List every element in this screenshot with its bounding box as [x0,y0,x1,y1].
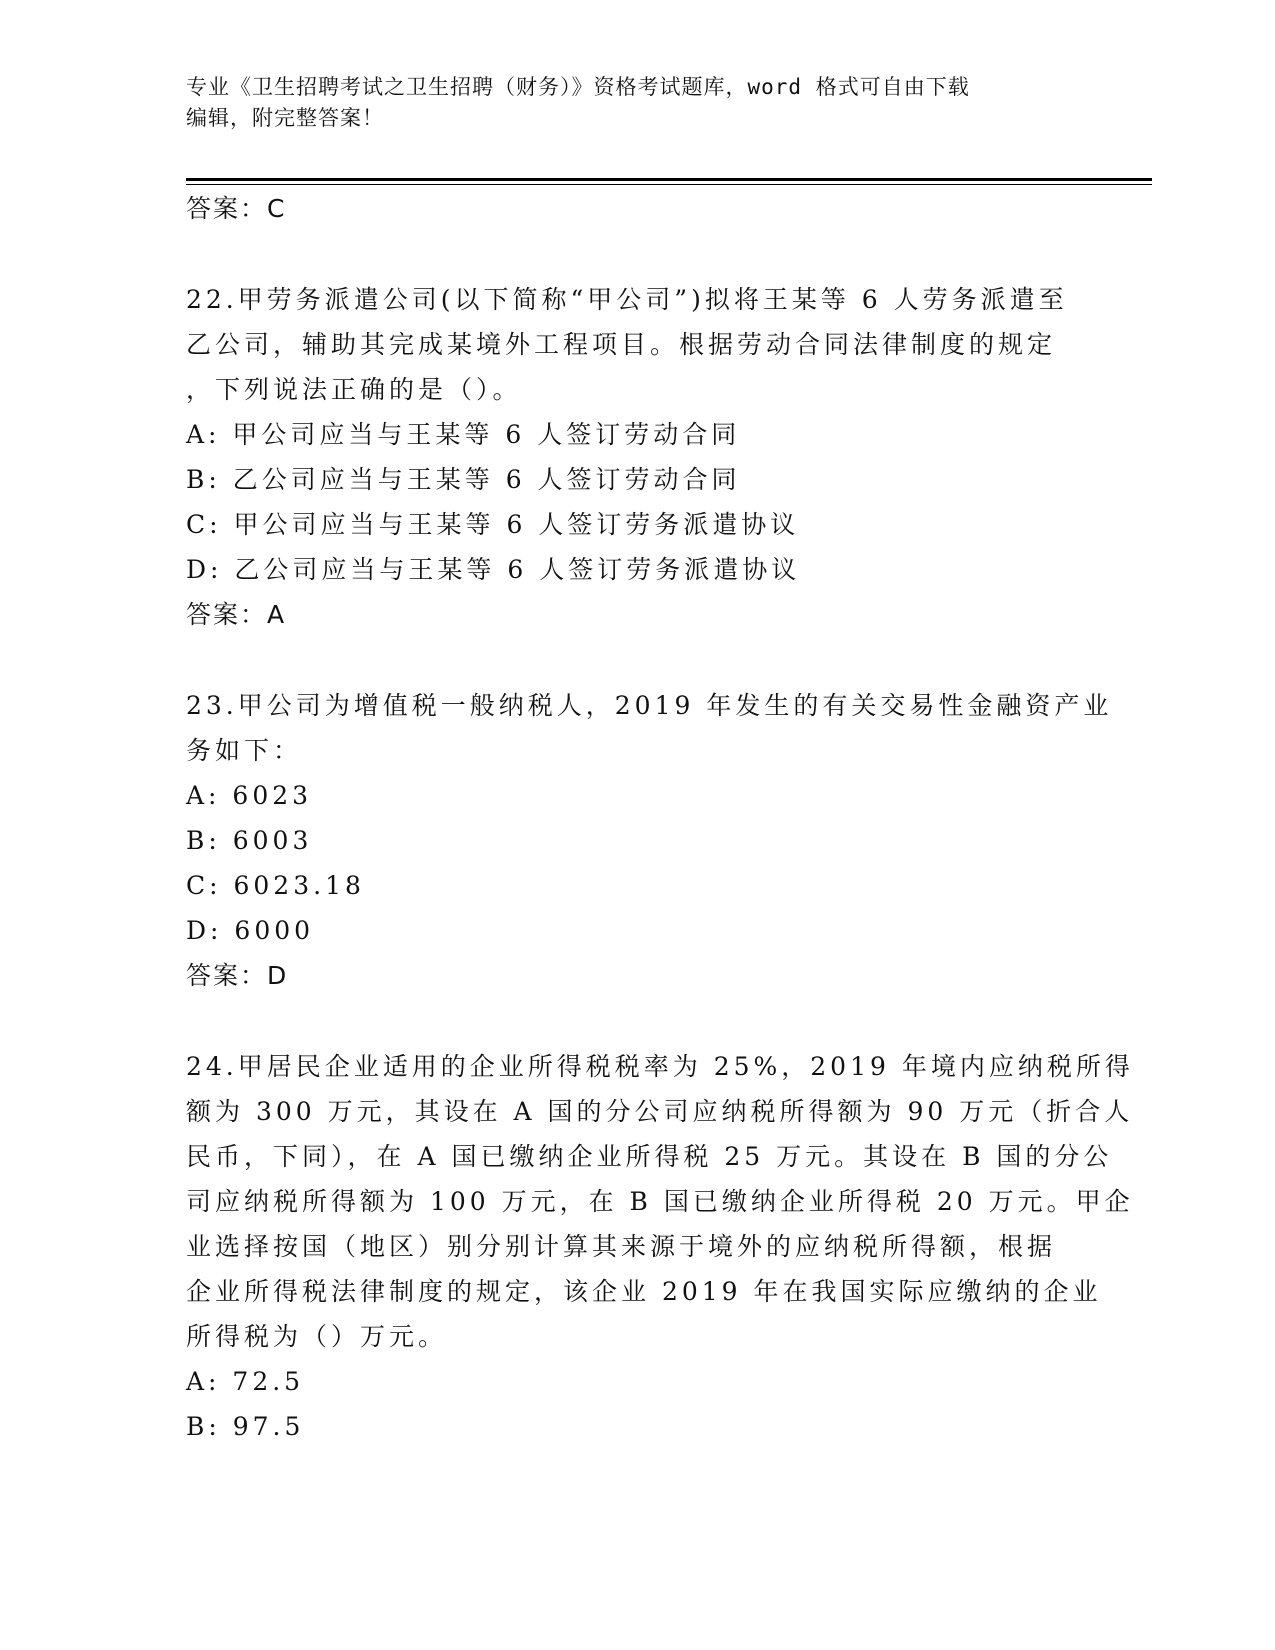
option-d: D: 乙公司应当与王某等 6 人签订劳务派遣协议 [186,555,801,584]
question-text-line: 23.甲公司为增值税一般纳税人，2019 年发生的有关交易性金融资产业 [186,691,1113,720]
question-text-line: 业选择按国（地区）别分别计算其来源于境外的应纳税所得额，根据 [186,1232,1057,1261]
question-text-line: 额为 300 万元，其设在 A 国的分公司应纳税所得额为 90 万元（折合人 [186,1097,1134,1126]
option-c: C: 6023.18 [186,871,365,900]
question-text-line: 企业所得税法律制度的规定，该企业 2019 年在我国实际应缴纳的企业 [186,1277,1102,1306]
question-text-line: 所得税为（）万元。 [186,1322,448,1351]
option-c: C: 甲公司应当与王某等 6 人签订劳务派遣协议 [186,510,800,539]
option-a: A: 72.5 [186,1367,305,1396]
question-23 [186,683,1113,998]
header-rule-thin [186,184,1152,185]
question-24 [186,1044,1134,1449]
question-text-line: ，下列说法正确的是（）。 [186,375,522,404]
question-text-line: 民币，下同），在 A 国已缴纳企业所得税 25 万元。其设在 B 国的分公 [186,1142,1113,1171]
previous-answer: 答案：C [186,194,287,223]
option-b: B: 97.5 [186,1412,305,1441]
question-text-line: 24.甲居民企业适用的企业所得税税率为 25%，2019 年境内应纳税所得 [186,1052,1134,1081]
question-text-line: 乙公司，辅助其完成某境外工程项目。根据劳动合同法律制度的规定 [186,330,1057,359]
question-text-line: 司应纳税所得额为 100 万元，在 B 国已缴纳企业所得税 20 万元。甲企 [186,1187,1134,1216]
header-rule-thick [186,178,1152,181]
option-a: A: 6023 [186,781,313,810]
header-line-2: 编辑，附完整答案！ [186,106,384,130]
option-d: D: 6000 [186,916,315,945]
option-b: B: 6003 [186,826,313,855]
question-text-line: 22.甲劳务派遣公司(以下简称“甲公司”)拟将王某等 6 人劳务派遣至 [186,285,1068,314]
header-line-1: 专业《卫生招聘考试之卫生招聘（财务）》资格考试题库，word 格式可自由下载 [186,75,970,99]
question-content [186,186,1134,1449]
answer-22: 答案：A [186,600,287,629]
option-b: B: 乙公司应当与王某等 6 人签订劳动合同 [186,465,741,494]
option-a: A: 甲公司应当与王某等 6 人签订劳动合同 [186,420,741,449]
question-22 [186,277,1086,637]
question-text-line: 务如下： [186,736,303,765]
page-header [186,72,1086,134]
answer-23: 答案：D [186,961,289,990]
